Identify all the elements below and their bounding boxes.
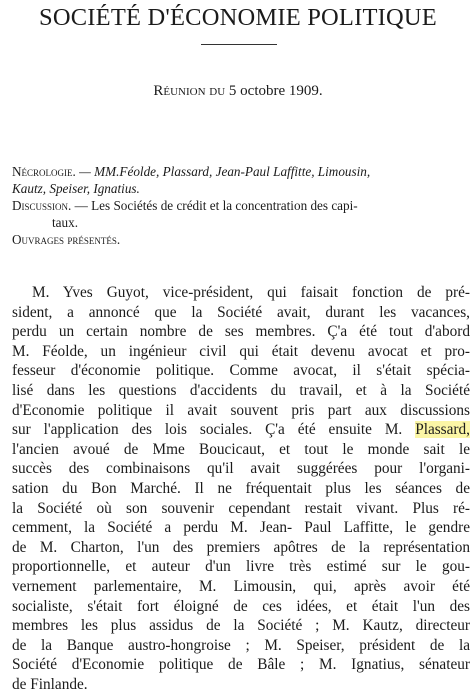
summary-necrologie [12, 163, 470, 180]
necrologie-names-cont: Kautz, Speiser, Ignatius. [12, 181, 140, 196]
session-summary [12, 163, 470, 248]
body-text [12, 283, 470, 694]
body-line-plassard [12, 420, 470, 440]
body-line: fesseur d'économie politique. Comme avocat, il s'était spécia- [12, 362, 470, 380]
necrologie-names: — MM.Féolde, Plassard, Jean-Paul Laffitte, Limousin, [75, 164, 371, 179]
discussion-topic: — Les Sociétés de crédit et la concentration des capi- [71, 198, 358, 213]
body-line: l'ancien avoué de Mme Boucicaut, et tout le monde sait le [12, 440, 470, 458]
meeting-heading [0, 83, 476, 100]
body-line: proportionnelle, et auteur d'un livre très estimé sur le gou- [12, 558, 470, 576]
body-line: sident, a annoncé que la Société avait, durant les vacances, [12, 303, 470, 321]
body-line: succès des combinaisons qu'il avait suggérées pour l'organi- [12, 460, 470, 478]
title-rule [201, 44, 277, 45]
body-line: la Société où son souvenir cependant restait vivant. Plus ré- [12, 499, 470, 517]
discussion-topic-cont: taux. [52, 215, 79, 230]
body-line-last: de Finlande. [12, 675, 88, 693]
body-line: socialiste, s'était fort éloigné de ces idées, et était l'un des [12, 597, 470, 615]
body-line: cemment, la Société a perdu M. Jean- Paul Laffitte, le gendre [12, 519, 470, 537]
body-line: d'Economie politique il avait souvent pris part aux discussions [12, 401, 470, 419]
body-line: sation du Bon Marché. Il ne fréquentait plus les séances de [12, 479, 470, 497]
meeting-date: 5 octobre 1909. [228, 83, 323, 99]
body-line: vernement parlementaire, M. Limousin, qui, après avoir été [12, 577, 470, 595]
body-line: lisé dans les questions d'accidents du travail, et à la Société [12, 381, 470, 399]
summary-necrologie-cont [12, 180, 470, 197]
summary-discussion-cont [12, 214, 470, 231]
body-line: de la Banque austro-hongroise ; M. Speiser, président de la [12, 636, 470, 654]
body-line: M. Féolde, un ingénieur civil qui était devenu avocat et pro- [12, 342, 470, 360]
body-line: membres les plus assidus de la Société ; M. Kautz, directeur [12, 617, 470, 635]
necrologie-label: Nécrologie. [12, 164, 76, 179]
society-title: SOCIÉTÉ D'ÉCONOMIE POLITIQUE [39, 4, 437, 31]
meeting-prefix: Réunion du [153, 83, 229, 99]
body-line: de M. Charton, l'un des premiers apôtres de la représentation [12, 538, 470, 556]
ouvrages-label: Ouvrages présentés. [12, 232, 121, 247]
summary-discussion [12, 197, 470, 214]
body-line: perdu un certain nombre de ses membres. Ç'a été tout d'abord [12, 323, 470, 341]
body-line: M. Yves Guyot, vice-président, qui faisait fonction de pré- [32, 284, 470, 301]
body-line: Société d'Economie politique de Bâle ; M. Ignatius, sénateur [12, 656, 470, 674]
discussion-label: Discussion. [12, 198, 72, 213]
highlighted-name: Plassard, [415, 421, 470, 439]
summary-ouvrages [12, 231, 470, 248]
body-line-text: sur l'application des lois sociales. Ç'a été ensuite M. [12, 421, 416, 439]
